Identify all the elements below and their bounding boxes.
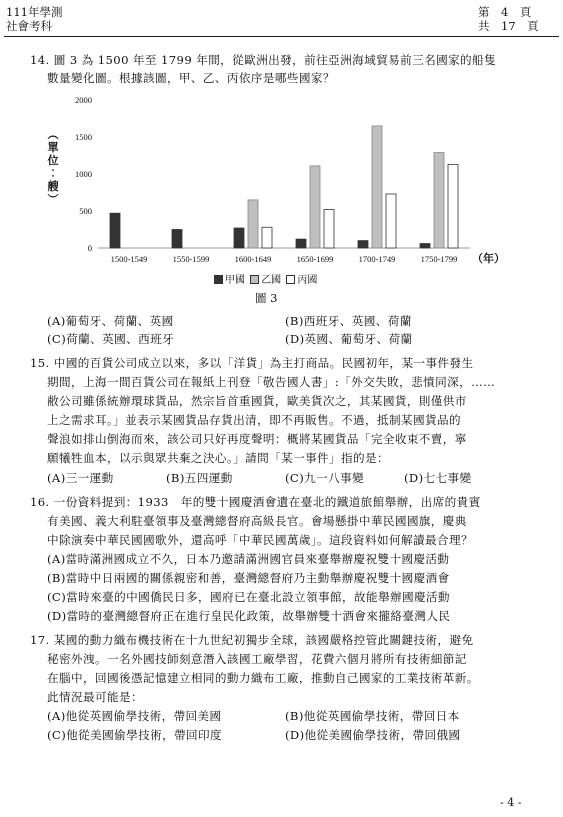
exam-title: 111年學測	[6, 5, 63, 19]
q17-option-c[interactable]: (C)他從美國偷學技術，帶回印度	[47, 728, 223, 742]
legend-swatch-bing	[286, 275, 295, 284]
legend-label-jia: 甲國	[225, 275, 245, 286]
q15-option-c[interactable]: (C)九一八事變	[285, 471, 365, 485]
q15-stem-line6: 願犧牲血本，以示與眾共棄之決心。」請問「某一事件」指的是：	[47, 451, 390, 465]
q15-stem-line4: 上之需求耳。」並表示某國貨品存貨出清，即不再販售。不過，抵制某國貨品的	[47, 413, 461, 427]
chart-bar-yi	[372, 126, 382, 248]
q14-stem-line1: 14. 圖 3 為 1500 年至 1799 年間，從歐洲出發，前往亞洲海域貿易前三名國家的船隻	[30, 53, 497, 67]
chart-bar-jia	[110, 213, 120, 248]
q14-option-d[interactable]: (D)英國、葡萄牙、荷蘭	[285, 332, 413, 346]
chart-bar-bing	[448, 164, 458, 248]
q14-option-c[interactable]: (C)荷蘭、英國、西班牙	[47, 332, 175, 346]
footer-page-number: - 4 -	[500, 796, 522, 809]
chart-ytick-label: 0	[87, 243, 92, 253]
legend-label-bing: 丙國	[297, 275, 318, 286]
chart-ytick-label: 1500	[75, 132, 92, 142]
chart-ytick-label: 500	[79, 206, 92, 216]
chart-ylabel-char: ︵	[47, 128, 59, 141]
chart-xtick-label: 1700-1749	[358, 254, 396, 264]
legend-label-yi: 乙國	[261, 275, 282, 286]
chart-ylabel-char: ︶	[47, 193, 59, 206]
chart-ytick-label: 2000	[75, 95, 92, 105]
q17-option-a[interactable]: (A)他從英國偷學技術，帶回美國	[47, 709, 222, 723]
q17-stem-line3: 在腦中，回國後憑記憶建立相同的動力織布工廠，推動自己國家的工業技術革新。	[47, 671, 479, 685]
q14-option-a[interactable]: (A)葡萄牙、荷蘭、英國	[47, 314, 174, 328]
chart-bar-bing	[386, 194, 396, 248]
q17-stem-line4: 此情況最可能是：	[47, 690, 143, 704]
chart-xtick-label: 1500-1549	[110, 254, 148, 264]
chart-xtick-label: 1650-1699	[296, 254, 334, 264]
q15-stem-line1: 15. 中國的百貨公司成立以來，多以「洋貨」為主打商品。民國初年，某一事件發生	[30, 356, 474, 370]
chart-xlabel: （年）	[472, 252, 505, 265]
legend-item-yi	[250, 275, 281, 286]
q15-stem-line5: 聲浪如排山倒海而來，該公司只好再度聲明：概將某國貨品「完全收束不賣，寧	[47, 432, 467, 446]
page-indicator: 第 4 頁	[478, 5, 532, 19]
legend-swatch-yi	[250, 275, 259, 284]
chart-bar-bing	[262, 227, 272, 248]
chart-ylabel	[46, 128, 60, 206]
q14-stem-line2: 數量變化圖。根據該圖，甲、乙、丙依序是哪些國家？	[47, 71, 335, 85]
chart-bar-jia	[234, 228, 244, 248]
chart-ylabel-char: 位	[47, 154, 59, 167]
chart-ytick-label: 1000	[75, 169, 92, 179]
chart-bar-bing	[324, 210, 334, 248]
q16-option-d[interactable]: (D)當時的臺灣總督府正在進行皇民化政策，故舉辦雙十酒會來攏絡臺灣人民	[47, 609, 451, 623]
q17-option-b[interactable]: (B)他從英國偷學技術，帶回日本	[285, 709, 460, 723]
q15-stem-line2: 期間，上海一間百貨公司在報紙上刊登「敬告國人書」:「外交失敗，悲憤同深，……	[47, 375, 496, 389]
chart-bar-yi	[310, 166, 320, 248]
chart-bar-jia	[296, 239, 306, 248]
q15-option-d[interactable]: (D)七七事變	[404, 471, 472, 485]
chart-ylabel-char: 艘	[47, 180, 59, 193]
q17-stem-line2: 秘密外洩。一名外國技師刻意潛入該國工廠學習，花費六個月將所有技術細節記	[47, 652, 467, 666]
q15-option-b[interactable]: (B)五四運動	[166, 471, 233, 485]
q16-option-a[interactable]: (A)當時滿洲國成立不久，日本乃邀請滿洲國官員來臺舉辦慶祝雙十國慶活動	[47, 552, 450, 566]
subject-title: 社會考科	[6, 19, 52, 33]
legend-swatch-jia	[214, 275, 223, 284]
q16-option-c[interactable]: (C)當時來臺的中國僑民日多，國府已在臺北設立領事館，故能舉辦國慶活動	[47, 590, 450, 604]
chart-bar-yi	[434, 153, 444, 248]
chart-ylabel-char: ︰	[47, 167, 59, 180]
chart-bar-jia	[420, 244, 430, 248]
q17-option-d[interactable]: (D)他從美國偷學技術，帶回俄國	[285, 728, 461, 742]
chart-bar-yi	[248, 200, 258, 248]
chart-xtick-label: 1750-1799	[420, 254, 458, 264]
q14-option-b[interactable]: (B)西班牙、英國、荷蘭	[285, 314, 412, 328]
legend-item-jia	[214, 275, 245, 286]
q15-option-a[interactable]: (A)三一運動	[47, 471, 114, 485]
legend-item-bing	[286, 275, 317, 286]
chart-xtick-label: 1600-1649	[234, 254, 272, 264]
figure-caption: 圖 3	[255, 291, 278, 305]
header-divider	[4, 36, 559, 37]
q16-option-b[interactable]: (B)當時中日兩國的關係親密和善，臺灣總督府乃主動舉辦慶祝雙十國慶酒會	[47, 571, 450, 585]
chart-bar-jia	[358, 241, 368, 248]
chart-bar-jia	[172, 230, 182, 249]
q15-stem-line3: 敝公司雖係統辦環球貨品，然宗旨首重國貨，歐美貨次之，其某國貨，則僅供市	[47, 394, 467, 408]
chart-bars	[110, 126, 458, 248]
q16-stem-line2: 有美國、義大利駐臺領事及臺灣總督府高級長官。會場懸掛中華民國國旗，慶典	[47, 514, 467, 528]
q14-bar-chart	[30, 88, 530, 298]
chart-xtick-label: 1550-1599	[172, 254, 210, 264]
q16-stem-line1: 16. 一份資料提到：1933 年的雙十國慶酒會遺在臺北的鐵道旅館舉辦，出席的貴賓	[30, 495, 481, 509]
total-pages: 共 17 頁	[478, 19, 539, 33]
chart-legend	[214, 271, 317, 286]
q17-stem-line1: 17. 某國的動力織布機技術在十九世紀初獨步全球，該國嚴格控管此關鍵技術，避免	[30, 633, 474, 647]
chart-ylabel-char: 單	[47, 141, 59, 154]
q16-stem-line3: 中除演奏中華民國國歌外，還高呼「中華民國萬歲」。這段資料如何解讀最合理？	[47, 533, 473, 547]
